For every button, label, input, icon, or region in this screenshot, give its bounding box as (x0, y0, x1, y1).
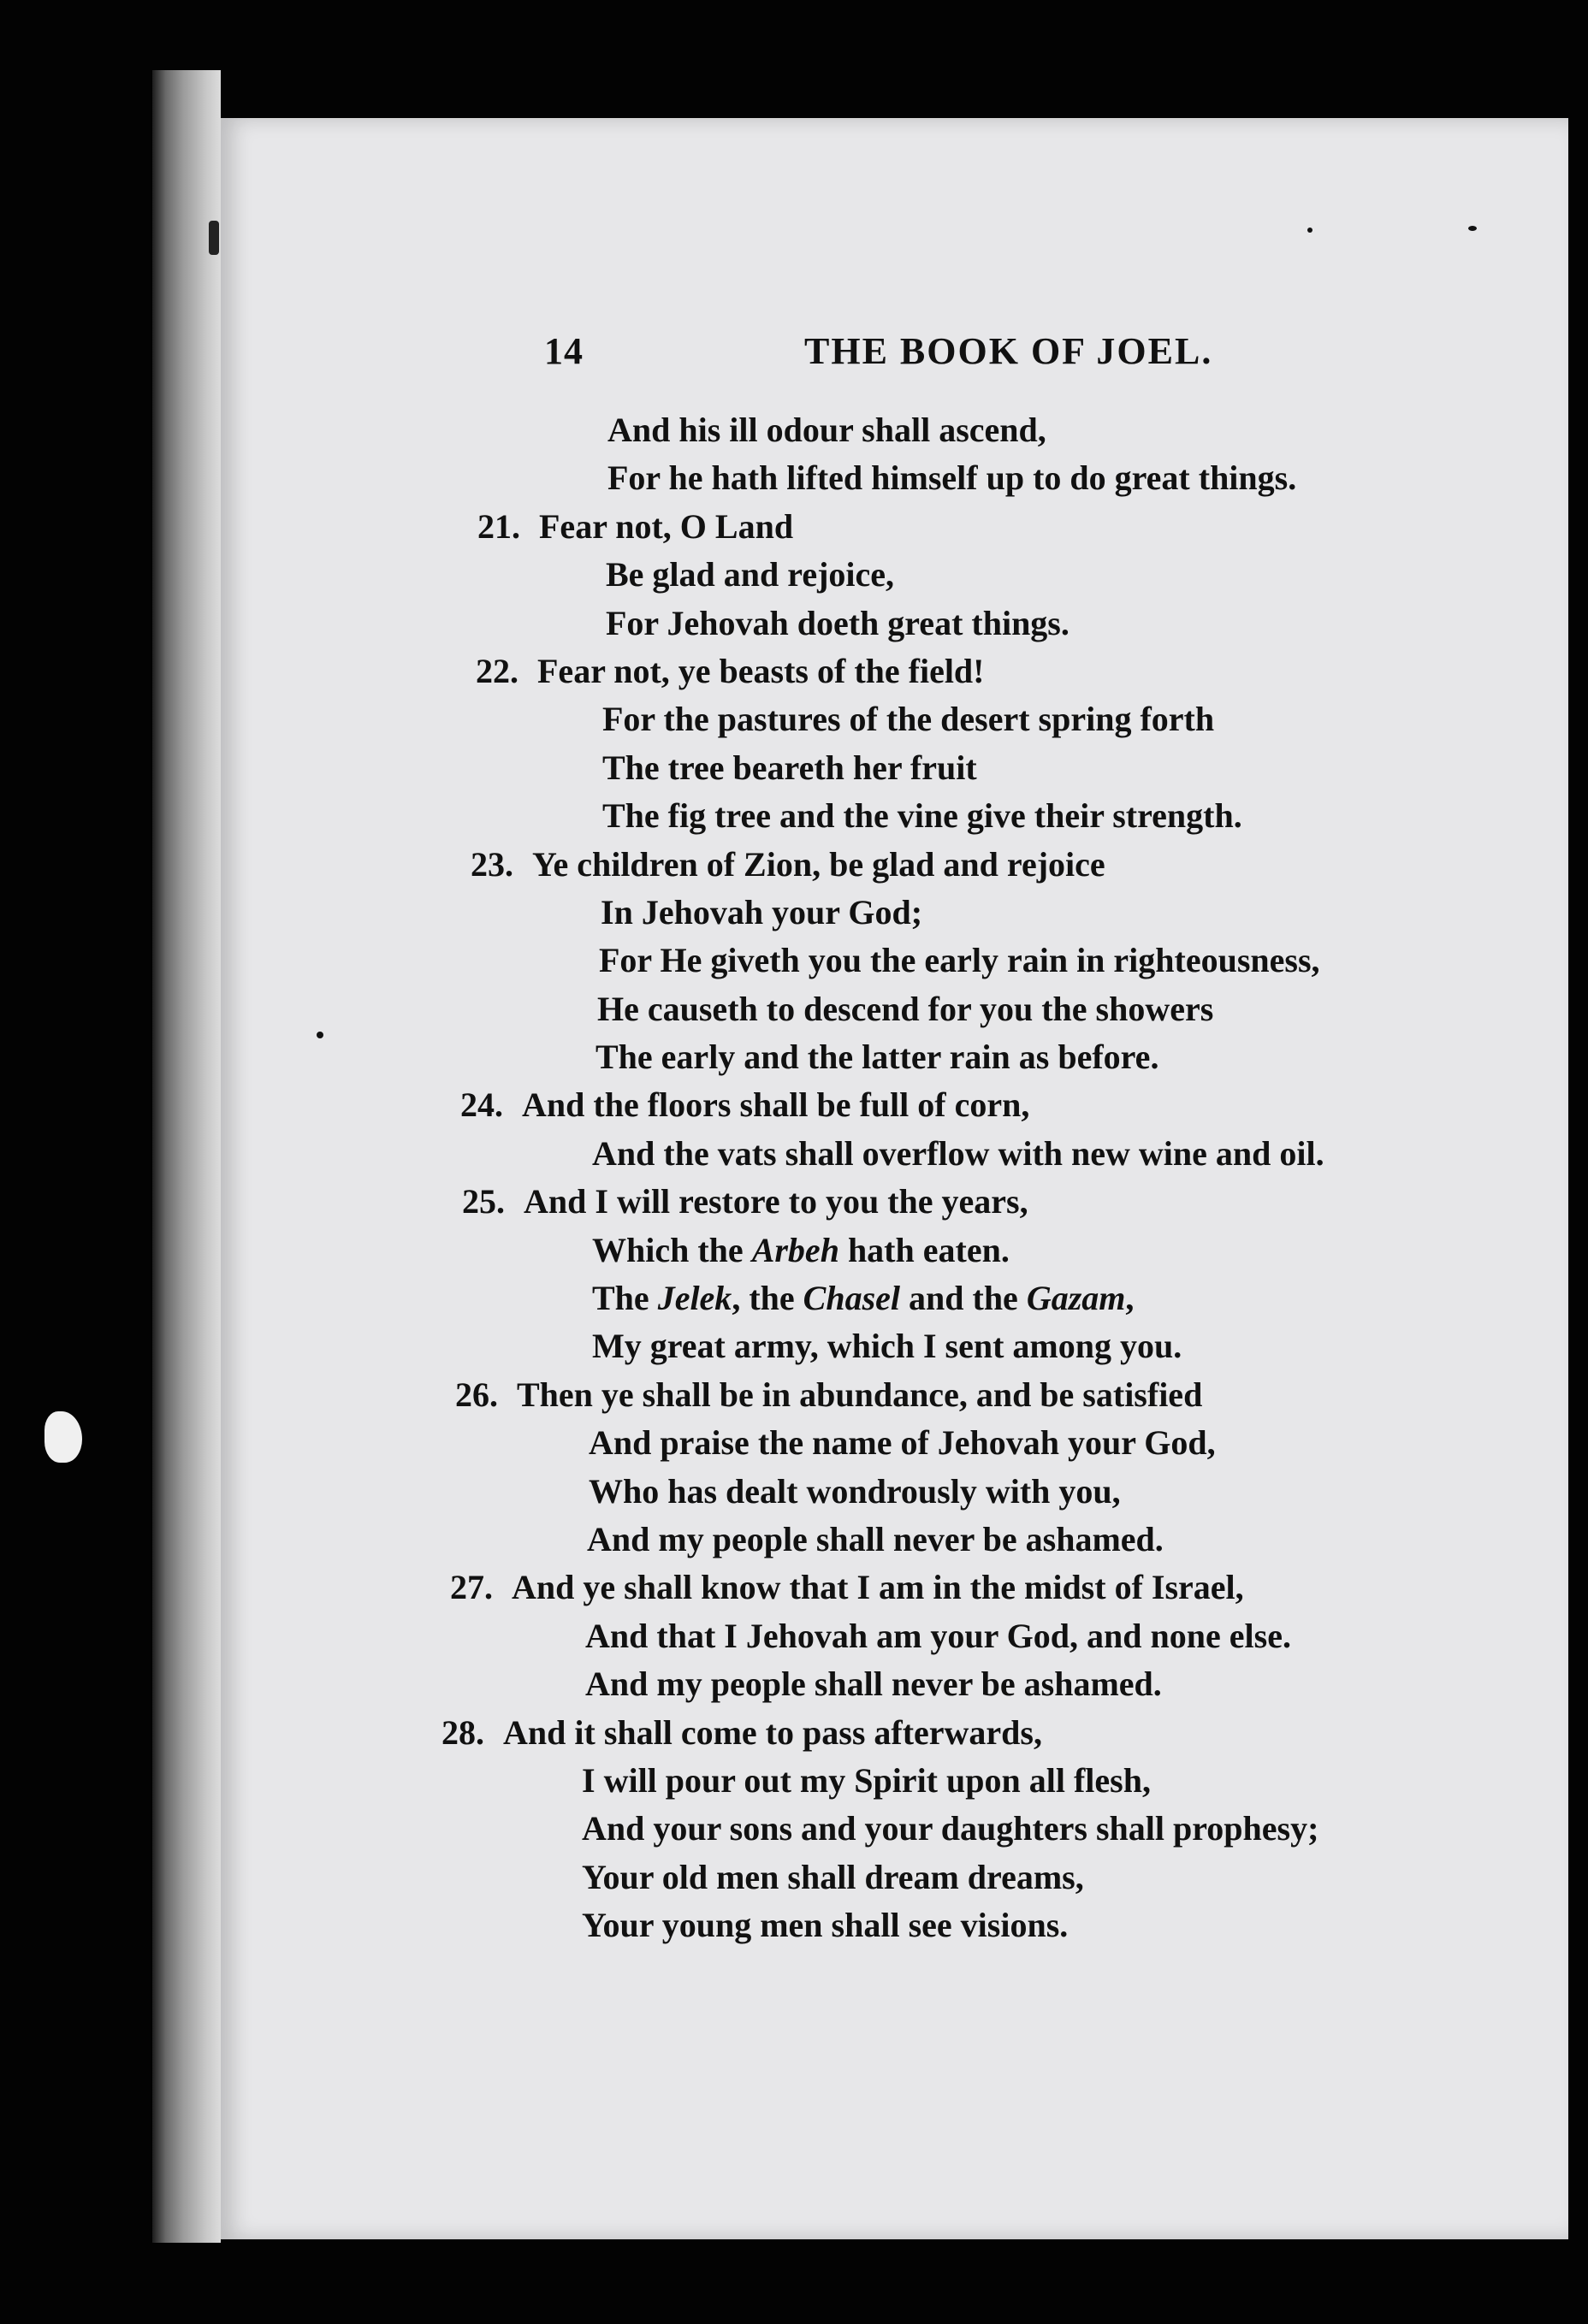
verse-line-text: Who has dealt wondrously with you, (589, 1471, 1121, 1511)
verse-line-text: I will pour out my Spirit upon all flesh, (582, 1760, 1151, 1800)
verse-line (513, 744, 1540, 792)
italic-term: Chasel (803, 1279, 900, 1318)
verse-line-text: And my people shall never be ashamed. (585, 1665, 1162, 1704)
italic-term: Arbeh (751, 1230, 839, 1269)
verse-line-text: And the floors shall be full of corn, (522, 1085, 1030, 1125)
verse-line-text: The fig tree and the vine give their strength. (602, 796, 1242, 836)
verse-number: 23. (471, 844, 513, 884)
verse-line (513, 454, 1540, 502)
verse-line (513, 1854, 1540, 1901)
verse-line (513, 1227, 1540, 1274)
page-number: 14 (544, 330, 584, 372)
verse-line-text: He causeth to descend for you the showers (597, 989, 1214, 1028)
verse-line (513, 792, 1540, 840)
verse-line-text: Be glad and rejoice, (606, 555, 895, 594)
verse-line-text: The tree beareth her fruit (602, 748, 977, 787)
verse-line-text: Your old men shall dream dreams, (582, 1857, 1084, 1896)
page-gutter-edge (152, 70, 221, 2243)
italic-term: Gazam (1026, 1279, 1126, 1318)
verse-line-text: Ye children of Zion, be glad and rejoice (532, 844, 1105, 884)
verse-number: 21. (477, 506, 520, 546)
verse-line (513, 1757, 1540, 1805)
verse-line (441, 1709, 1540, 1757)
running-title: THE BOOK OF JOEL. (804, 330, 1213, 372)
verse-line-text: Your young men shall see visions. (582, 1906, 1069, 1945)
verse-text-block (441, 406, 1540, 1950)
verse-line (450, 1564, 1540, 1611)
dust-speck (317, 1032, 323, 1038)
verse-number: 26. (455, 1375, 498, 1414)
verse-number: 27. (450, 1568, 493, 1607)
verse-line (513, 1516, 1540, 1564)
verse-number: 28. (441, 1712, 484, 1752)
verse-number: 22. (476, 651, 518, 690)
verse-line-text: For the pastures of the desert spring forth (602, 700, 1215, 739)
verse-line (513, 1612, 1540, 1660)
verse-line-text: And your sons and your daughters shall prophesy; (582, 1809, 1319, 1848)
verse-line-text: The Jelek, the Chasel and the Gazam, (592, 1279, 1135, 1318)
verse-line-text: And it shall come to pass afterwards, (503, 1712, 1042, 1752)
verse-line (471, 841, 1540, 889)
verse-number: 24. (460, 1085, 503, 1125)
verse-line (513, 1033, 1540, 1081)
verse-line (513, 1274, 1540, 1322)
dust-speck (1307, 228, 1312, 233)
verse-line-text: My great army, which I sent among you. (592, 1327, 1182, 1366)
verse-line-text: And my people shall never be ashamed. (587, 1519, 1164, 1558)
dust-speck (209, 221, 219, 255)
verse-line-text: And praise the name of Jehovah your God, (589, 1423, 1216, 1463)
verse-line-text: Fear not, ye beasts of the field! (537, 651, 985, 690)
verse-line (513, 937, 1540, 985)
verse-line-text: And the vats shall overflow with new wine and oil. (592, 1133, 1324, 1173)
verse-line (513, 1468, 1540, 1516)
verse-line (513, 889, 1540, 937)
verse-line (462, 1178, 1540, 1226)
verse-line (513, 1322, 1540, 1370)
italic-term: Jelek (657, 1279, 732, 1318)
verse-line-text: And that I Jehovah am your God, and none else. (585, 1616, 1291, 1655)
verse-line-text: For Jehovah doeth great things. (606, 603, 1070, 642)
verse-line-text: And I will restore to you the years, (524, 1182, 1028, 1221)
verse-line (513, 1419, 1540, 1467)
verse-line (477, 503, 1540, 551)
verse-line-text: In Jehovah your God; (601, 892, 923, 931)
verse-number: 25. (462, 1182, 505, 1221)
dust-speck (1468, 226, 1477, 231)
verse-line-text: And his ill odour shall ascend, (607, 411, 1046, 449)
verse-line-text: Then ye shall be in abundance, and be satisfied (517, 1375, 1203, 1414)
verse-line (476, 648, 1540, 695)
verse-line (513, 1805, 1540, 1853)
verse-line (513, 600, 1540, 648)
verse-line (513, 1660, 1540, 1708)
verse-line-text: For he hath lifted himself up to do great things. (607, 458, 1297, 498)
verse-line-text: The early and the latter rain as before. (596, 1038, 1159, 1077)
verse-line-text: For He giveth you the early rain in righteousness, (599, 941, 1320, 980)
verse-line-text: Which the Arbeh hath eaten. (592, 1230, 1010, 1269)
verse-line (513, 695, 1540, 743)
verse-line-text: Fear not, O Land (539, 506, 794, 546)
verse-line (455, 1371, 1540, 1419)
verse-line (513, 985, 1540, 1033)
verse-line (513, 406, 1540, 454)
verse-line (513, 551, 1540, 599)
verse-line (460, 1081, 1540, 1129)
verse-line-text: And ye shall know that I am in the midst of Israel, (512, 1568, 1244, 1607)
verse-line (513, 1901, 1540, 1949)
verse-line (513, 1130, 1540, 1178)
